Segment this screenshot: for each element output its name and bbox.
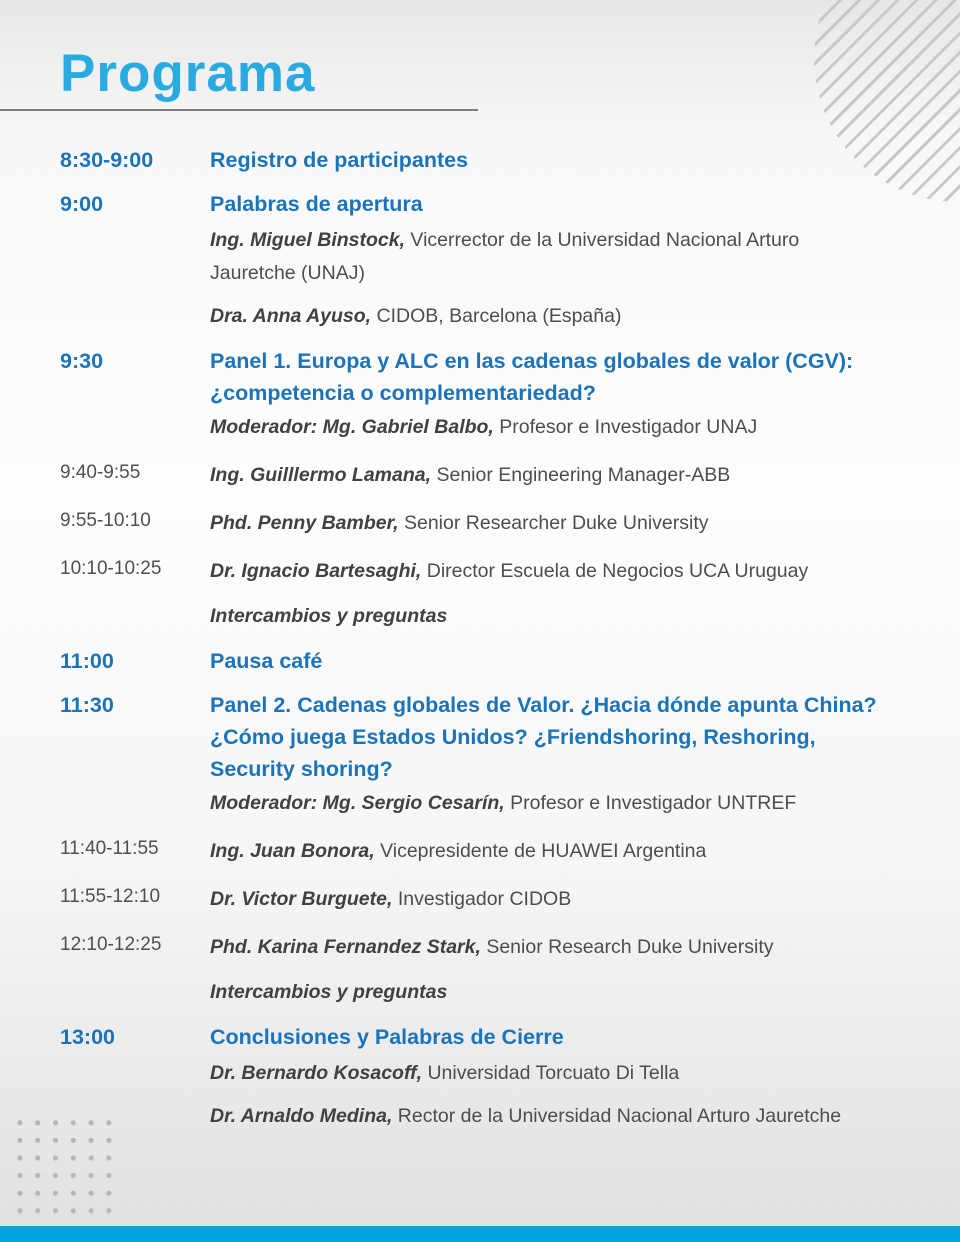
row-content (210, 928, 774, 964)
row-content (210, 188, 882, 333)
note-line: Intercambios y preguntas (210, 605, 448, 627)
time-label-empty (60, 976, 210, 1009)
moderator-line (210, 787, 882, 820)
session-title: Pausa café (210, 649, 323, 673)
schedule-row (60, 880, 930, 916)
schedule-row (60, 928, 930, 964)
speaker-name: Dr. Bernardo Kosacoff, (210, 1062, 423, 1084)
speaker-role: Investigador CIDOB (392, 888, 572, 910)
speaker-line (210, 507, 709, 540)
program-schedule (60, 144, 930, 1133)
schedule-row (60, 345, 930, 444)
moderator-name: Moderador: Mg. Sergio Cesarín, (210, 792, 505, 814)
speaker-name: Ing. Miguel Binstock, (210, 229, 406, 251)
time-label: 11:40-11:55 (60, 838, 159, 859)
row-content (210, 880, 571, 916)
speaker-role: Vicerrector de la Universidad Nacional Arturo Jauretche (UNAJ) (210, 229, 800, 284)
title-underline-rule (0, 109, 478, 111)
time-label: 8:30-9:00 (60, 148, 154, 172)
row-content (210, 144, 468, 176)
session-title: Conclusiones y Palabras de Cierre (210, 1025, 564, 1049)
speaker-name: Ing. Juan Bonora, (210, 840, 375, 862)
note-line: Intercambios y preguntas (210, 981, 448, 1003)
time-label: 9:00 (60, 192, 104, 216)
speaker-role: Universidad Torcuato Di Tella (422, 1062, 680, 1084)
time-label: 9:55-10:10 (60, 510, 151, 531)
time-label: 10:10-10:25 (60, 558, 162, 579)
row-content (210, 552, 808, 588)
speaker-role: Director Escuela de Negocios UCA Uruguay (421, 560, 809, 582)
speaker-line (210, 1057, 841, 1090)
speaker-role: Rector de la Universidad Nacional Arturo Jauretche (392, 1105, 842, 1127)
schedule-row (60, 976, 930, 1009)
speaker-name: Dr. Arnaldo Medina, (210, 1105, 393, 1127)
schedule-row (60, 645, 930, 677)
speaker-name: Phd. Penny Bamber, (210, 512, 399, 534)
session-title: Registro de participantes (210, 148, 469, 172)
schedule-row (60, 600, 930, 633)
speaker-line (210, 300, 882, 333)
row-content (210, 832, 706, 868)
schedule-row (60, 552, 930, 588)
speaker-line (210, 1100, 841, 1133)
speaker-line (210, 931, 774, 964)
schedule-row (60, 188, 930, 333)
time-label: 13:00 (60, 1025, 115, 1049)
row-content (210, 689, 882, 820)
row-content (210, 345, 882, 444)
session-title: Palabras de apertura (210, 192, 423, 216)
speaker-name: Ing. Guilllermo Lamana, (210, 464, 432, 486)
schedule-row (60, 504, 930, 540)
speaker-name: Dra. Anna Ayuso, (210, 305, 372, 327)
moderator-name: Moderador: Mg. Gabriel Balbo, (210, 416, 494, 438)
session-title: Panel 1. Europa y ALC en las cadenas globales de valor (CGV): ¿competencia o complementariedad? (210, 349, 854, 405)
time-label: 9:30 (60, 349, 104, 373)
session-title: Panel 2. Cadenas globales de Valor. ¿Hacia dónde apunta China? ¿Cómo juega Estados Unidos? ¿Friendshoring, Reshoring, Security shoring? (210, 693, 877, 781)
speaker-role: CIDOB, Barcelona (España) (371, 305, 622, 327)
time-label: 11:00 (60, 649, 114, 673)
row-content (210, 1021, 841, 1133)
bottom-accent-bar (0, 1226, 960, 1242)
row-content (210, 976, 447, 1009)
speaker-name: Dr. Victor Burguete, (210, 888, 393, 910)
speaker-role: Senior Researcher Duke University (398, 512, 709, 534)
speaker-role: Senior Research Duke University (480, 936, 774, 958)
schedule-row (60, 144, 930, 176)
schedule-row (60, 832, 930, 868)
row-content (210, 504, 709, 540)
speaker-name: Phd. Karina Fernandez Stark, (210, 936, 481, 958)
row-content (210, 456, 730, 492)
moderator-role: Profesor e Investigador UNTREF (504, 792, 797, 814)
page-title: Programa (60, 44, 316, 103)
schedule-row (60, 689, 930, 820)
speaker-line (210, 883, 571, 916)
moderator-role: Profesor e Investigador UNAJ (493, 416, 758, 438)
schedule-row (60, 456, 930, 492)
time-label-empty (60, 600, 210, 633)
speaker-line (210, 224, 882, 290)
speaker-role: Vicepresidente de HUAWEI Argentina (374, 840, 707, 862)
speaker-line (210, 555, 808, 588)
time-label: 9:40-9:55 (60, 462, 141, 483)
speaker-line (210, 459, 730, 492)
row-content (210, 600, 447, 633)
time-label: 12:10-12:25 (60, 934, 162, 955)
speaker-line (210, 835, 706, 868)
moderator-line (210, 411, 882, 444)
speaker-name: Dr. Ignacio Bartesaghi, (210, 560, 422, 582)
time-label: 11:55-12:10 (60, 886, 161, 907)
time-label: 11:30 (60, 693, 114, 717)
schedule-row (60, 1021, 930, 1133)
speaker-role: Senior Engineering Manager-ABB (431, 464, 731, 486)
row-content (210, 645, 322, 677)
